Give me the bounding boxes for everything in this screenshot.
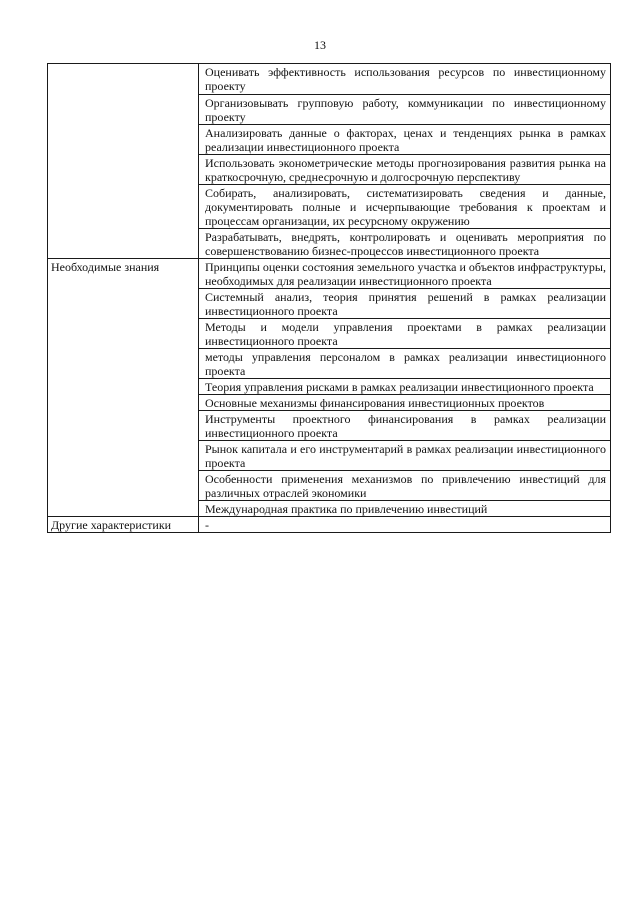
- page-number: 13: [314, 38, 326, 52]
- row-label: [48, 64, 199, 259]
- row-value: Основные механизмы финансирования инвестиционных проектов: [199, 395, 611, 411]
- row-value: Особенности применения механизмов по привлечению инвестиций для различных отраслей экономики: [199, 471, 611, 501]
- row-value: Инструменты проектного финансирования в рамках реализации инвестиционного проекта: [199, 411, 611, 441]
- table-row: [48, 259, 611, 289]
- row-value: Методы и модели управления проектами в рамках реализации инвестиционного проекта: [199, 319, 611, 349]
- row-value: Анализировать данные о факторах, ценах и тенденциях рынка в рамках реализации инвестиционного проекта: [199, 125, 611, 155]
- row-value: Собирать, анализировать, систематизировать сведения и данные, документировать полные и исчерпывающие требования к проектам и процессам организации, их ресурсному окружению: [199, 185, 611, 229]
- table-row: [48, 517, 611, 533]
- row-value: Использовать эконометрические методы прогнозирования развития рынка на краткосрочную, среднесрочную и долгосрочную перспективу: [199, 155, 611, 185]
- row-value: -: [199, 517, 611, 533]
- row-label-required-knowledge: Необходимые знания: [48, 259, 199, 517]
- row-label-other-characteristics: Другие характеристики: [48, 517, 199, 533]
- row-value: Оценивать эффективность использования ресурсов по инвестиционному проекту: [199, 64, 611, 95]
- row-value: Организовывать групповую работу, коммуникации по инвестиционному проекту: [199, 95, 611, 125]
- row-value: Разрабатывать, внедрять, контролировать и оценивать мероприятия по совершенствованию бизнес-процессов инвестиционного проекта: [199, 229, 611, 259]
- row-value: Рынок капитала и его инструментарий в рамках реализации инвестиционного проекта: [199, 441, 611, 471]
- qualification-table: [47, 63, 611, 533]
- row-value: Теория управления рисками в рамках реализации инвестиционного проекта: [199, 379, 611, 395]
- row-value: Международная практика по привлечению инвестиций: [199, 501, 611, 517]
- row-value: Принципы оценки состояния земельного участка и объектов инфраструктуры, необходимых для реализации инвестиционного проекта: [199, 259, 611, 289]
- row-value: методы управления персоналом в рамках реализации инвестиционного проекта: [199, 349, 611, 379]
- table-row: [48, 64, 611, 95]
- row-value: Системный анализ, теория принятия решений в рамках реализации инвестиционного проекта: [199, 289, 611, 319]
